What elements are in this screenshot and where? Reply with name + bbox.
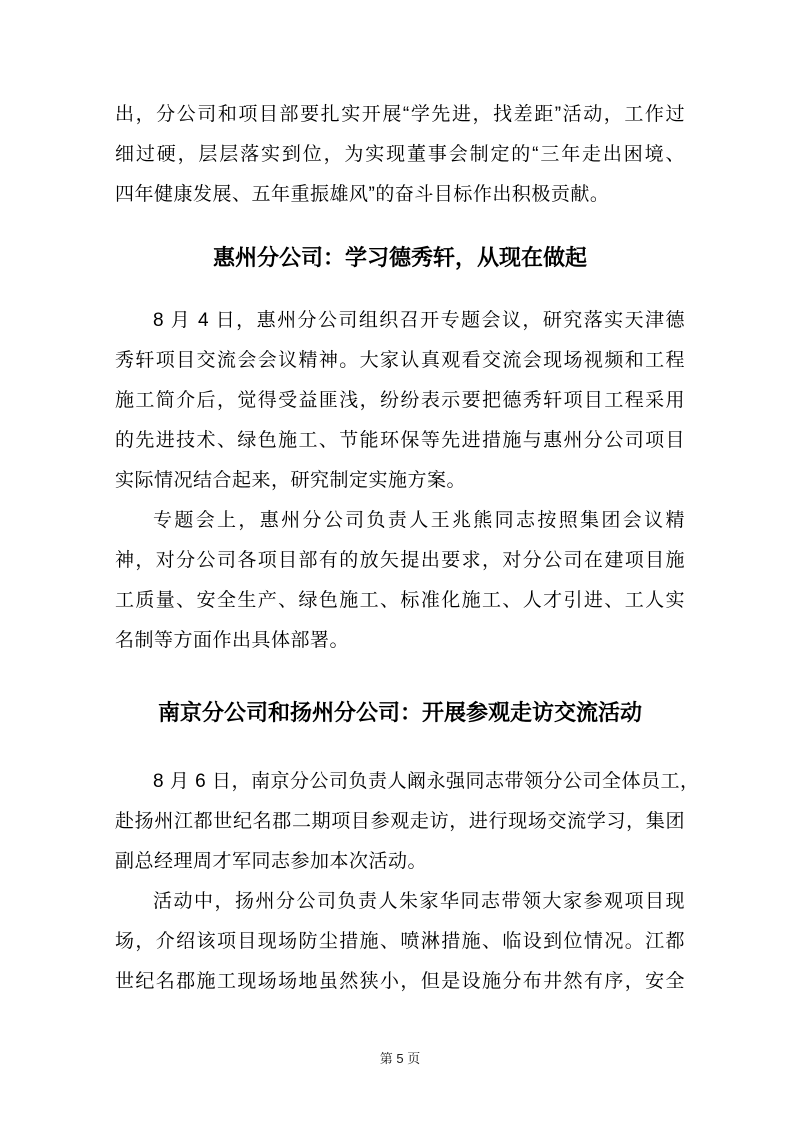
body-line: 细过硬，层层落实到位，为实现董事会制定的“三年走出困境、 xyxy=(115,144,685,165)
section-heading-huizhou: 惠州分公司：学习德秀轩，从现在做起 xyxy=(212,245,587,270)
body-line: 出，分公司和项目部要扎实开展“学先进，找差距”活动，工作过 xyxy=(115,104,685,125)
body-line: 世纪名郡施工现场场地虽然狭小，但是设施分布井然有序，安全 xyxy=(115,971,685,992)
body-line: 8 月 4 日，惠州分公司组织召开专题会议，研究落实天津德 xyxy=(153,310,685,331)
body-line: 实际情况结合起来，研究制定实施方案。 xyxy=(115,470,467,491)
body-line: 副总经理周才军同志参加本次活动。 xyxy=(115,851,428,872)
body-line: 四年健康发展、五年重振雄风”的奋斗目标作出积极贡献。 xyxy=(115,184,610,205)
body-line: 活动中，扬州分公司负责人朱家华同志带领大家参观项目现 xyxy=(153,891,685,912)
page-number: 第 5 页 xyxy=(379,1051,421,1066)
body-line: 工质量、安全生产、绿色施工、标准化施工、人才引进、工人实 xyxy=(115,590,685,611)
body-line: 施工简介后，觉得受益匪浅，纷纷表示要把德秀轩项目工程采用 xyxy=(115,390,685,411)
section-nanjing-yangzhou-body xyxy=(115,762,700,1002)
body-line: 赴扬州江都世纪名郡二期项目参观走访，进行现场交流学习，集团 xyxy=(115,811,685,832)
body-line: 专题会上，惠州分公司负责人王兆熊同志按照集团会议精 xyxy=(153,510,685,531)
paragraph-conclusion xyxy=(115,95,685,215)
body-line: 神，对分公司各项目部有的放矢提出要求，对分公司在建项目施 xyxy=(115,550,685,571)
section-heading-nanjing-yangzhou: 南京分公司和扬州分公司：开展参观走访交流活动 xyxy=(157,700,642,725)
body-line: 名制等方面作出具体部署。 xyxy=(115,630,350,651)
body-line: 秀轩项目交流会会议精神。大家认真观看交流会现场视频和工程 xyxy=(115,350,685,371)
body-line: 场，介绍该项目现场防尘措施、喷淋措施、临设到位情况。江都 xyxy=(115,931,685,952)
body-line: 的先进技术、绿色施工、节能环保等先进措施与惠州分公司项目 xyxy=(115,430,685,451)
body-line: 8 月 6 日，南京分公司负责人阚永强同志带领分公司全体员工， xyxy=(153,771,700,792)
section-huizhou-body xyxy=(115,301,685,661)
